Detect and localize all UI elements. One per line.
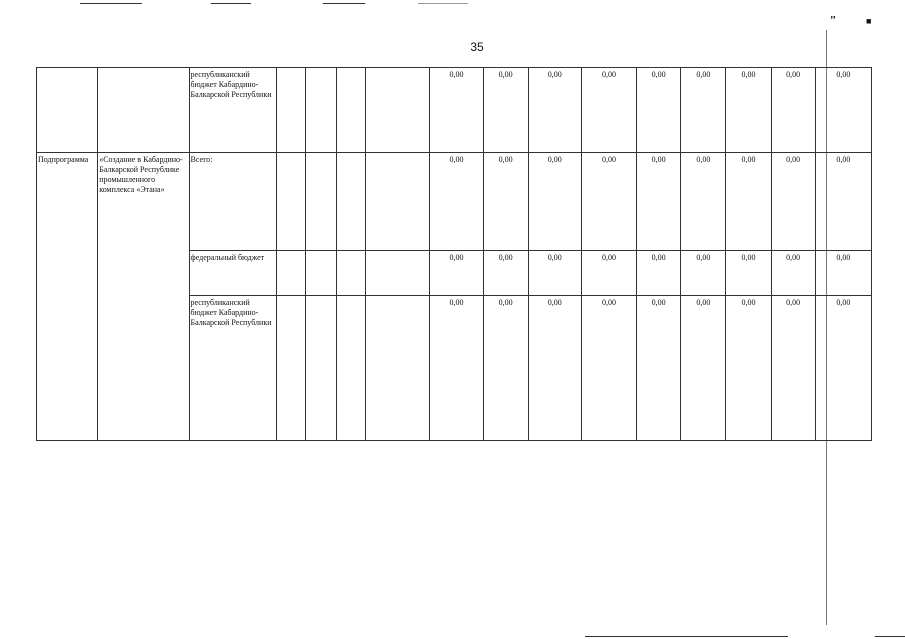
value-cell: 0,00 <box>528 251 581 296</box>
value-cell: 0,00 <box>771 68 815 153</box>
empty-cell <box>337 296 366 441</box>
value-cell: 0,00 <box>815 251 871 296</box>
source-cell: федеральный бюджет <box>189 251 276 296</box>
value-cell: 0,00 <box>726 296 771 441</box>
empty-cell <box>366 296 430 441</box>
value-cell: 0,00 <box>430 153 483 251</box>
value-cell: 0,00 <box>681 296 726 441</box>
page-number: 35 <box>470 40 484 54</box>
value-cell: 0,00 <box>483 251 528 296</box>
empty-cell <box>337 153 366 251</box>
name-cell: «Создание в Кабардино-Балкарской Республике промышленного комплекса «Этана» <box>98 153 189 441</box>
scan-artifact-line <box>418 3 468 4</box>
value-cell: 0,00 <box>581 68 636 153</box>
program-cell: Подпрограмма <box>37 153 98 441</box>
value-cell: 0,00 <box>726 68 771 153</box>
value-cell: 0,00 <box>581 153 636 251</box>
value-cell: 0,00 <box>681 153 726 251</box>
source-cell: республиканский бюджет Кабардино-Балкарской Республики <box>189 296 276 441</box>
table-row <box>37 68 872 153</box>
empty-cell <box>276 296 305 441</box>
empty-cell <box>305 251 336 296</box>
empty-cell <box>366 153 430 251</box>
scan-artifact-line <box>875 636 905 637</box>
value-cell: 0,00 <box>483 68 528 153</box>
value-cell: 0,00 <box>637 251 681 296</box>
value-cell: 0,00 <box>528 68 581 153</box>
empty-cell <box>337 251 366 296</box>
scan-mark: ■ <box>866 16 872 26</box>
value-cell: 0,00 <box>815 296 871 441</box>
scan-artifact-line <box>80 3 142 4</box>
value-cell: 0,00 <box>771 296 815 441</box>
source-cell: Всего: <box>189 153 276 251</box>
value-cell: 0,00 <box>430 251 483 296</box>
value-cell: 0,00 <box>637 68 681 153</box>
empty-cell <box>366 68 430 153</box>
empty-cell <box>276 68 305 153</box>
value-cell: 0,00 <box>483 296 528 441</box>
scan-artifact-line <box>323 3 365 4</box>
scan-artifact-line <box>211 3 251 4</box>
empty-cell <box>305 68 336 153</box>
value-cell: 0,00 <box>637 296 681 441</box>
value-cell: 0,00 <box>681 251 726 296</box>
value-cell: 0,00 <box>726 251 771 296</box>
value-cell: 0,00 <box>815 68 871 153</box>
value-cell: 0,00 <box>581 251 636 296</box>
scan-artifact-line <box>585 636 788 637</box>
value-cell: 0,00 <box>581 296 636 441</box>
value-cell: 0,00 <box>528 153 581 251</box>
value-cell: 0,00 <box>771 153 815 251</box>
empty-cell <box>305 153 336 251</box>
value-cell: 0,00 <box>681 68 726 153</box>
value-cell: 0,00 <box>637 153 681 251</box>
empty-cell <box>366 251 430 296</box>
program-cell <box>37 68 98 153</box>
budget-table <box>36 67 872 441</box>
name-cell <box>98 68 189 153</box>
value-cell: 0,00 <box>771 251 815 296</box>
scan-mark: ’’ <box>830 15 836 26</box>
value-cell: 0,00 <box>726 153 771 251</box>
value-cell: 0,00 <box>483 153 528 251</box>
empty-cell <box>305 296 336 441</box>
empty-cell <box>276 251 305 296</box>
value-cell: 0,00 <box>430 296 483 441</box>
value-cell: 0,00 <box>528 296 581 441</box>
value-cell: 0,00 <box>815 153 871 251</box>
value-cell: 0,00 <box>430 68 483 153</box>
empty-cell <box>276 153 305 251</box>
table-row <box>37 153 872 251</box>
source-cell: республиканский бюджет Кабардино-Балкарской Республики <box>189 68 276 153</box>
empty-cell <box>337 68 366 153</box>
